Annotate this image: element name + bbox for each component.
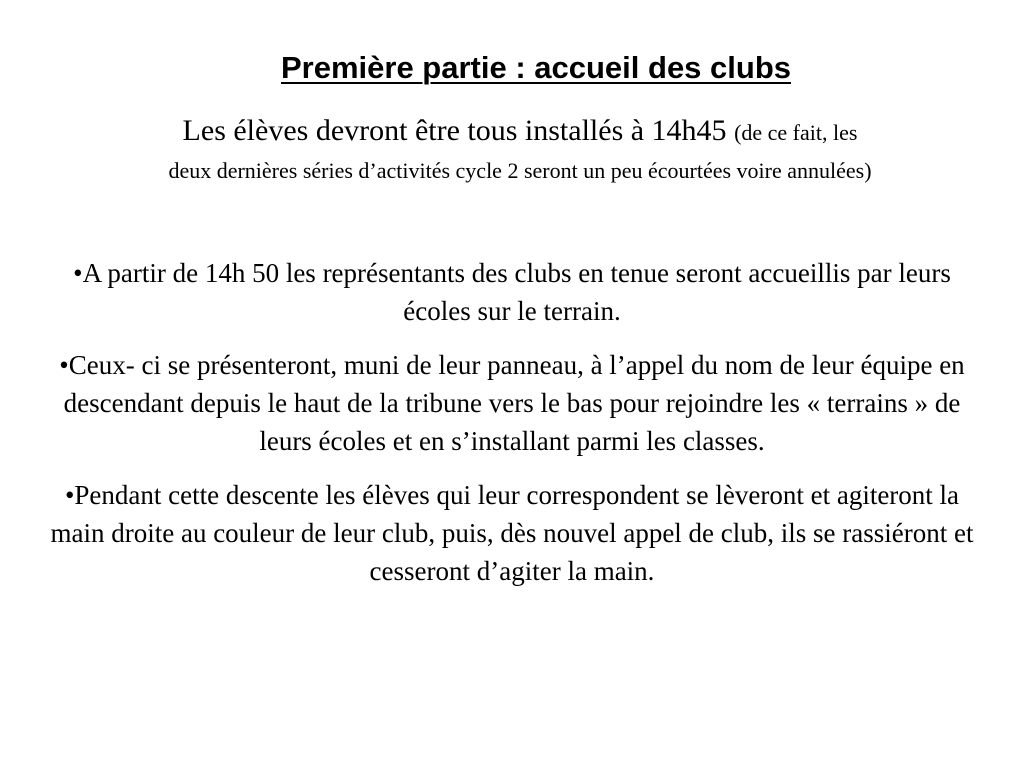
bullet-icon: • xyxy=(59,350,69,380)
bullet-text: Ceux- ci se présenteront, muni de leur panneau, à l’appel du nom de leur équipe en descendant depuis le haut de la tribune vers le bas pour rejoindre les « terrains » de leurs écoles et en s’installant parmi les classes. xyxy=(63,350,965,456)
intro-note-start: (de ce fait, les xyxy=(734,120,858,145)
bullet-list xyxy=(50,254,974,606)
bullet-item xyxy=(50,254,974,330)
bullet-item xyxy=(50,346,974,460)
intro-paragraph xyxy=(40,110,1000,188)
bullet-text: A partir de 14h 50 les représentants des clubs en tenue seront accueillis par leurs écoles sur le terrain. xyxy=(82,258,951,326)
bullet-item xyxy=(50,476,974,590)
intro-line xyxy=(40,110,1000,154)
bullet-text: Pendant cette descente les élèves qui leur correspondent se lèveront et agiteront la main droite au couleur de leur club, puis, dès nouvel appel de club, ils se rassiéront et cesseront d’agiter la main. xyxy=(50,480,974,586)
bullet-icon: • xyxy=(73,258,83,288)
intro-note-end: deux dernières séries d’activités cycle 2 seront un peu écourtées voire annulées) xyxy=(168,158,872,183)
intro-main-text: Les élèves devront être tous installés à 14h45 xyxy=(182,114,727,147)
bullet-icon: • xyxy=(64,480,75,510)
slide-title: Première partie : accueil des clubs xyxy=(280,50,792,85)
